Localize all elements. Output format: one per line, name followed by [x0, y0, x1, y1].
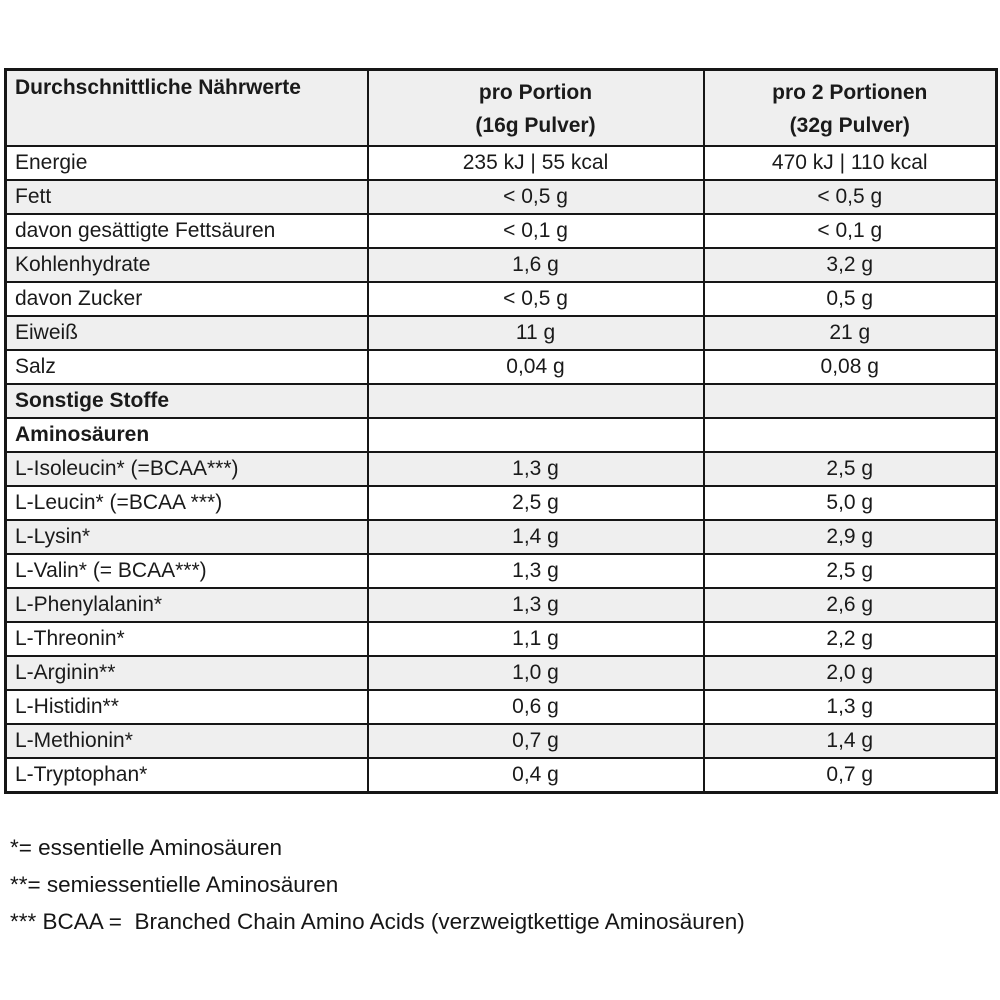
value-per-2-portions-cell: < 0,1 g [704, 214, 997, 248]
nutrient-name-cell: L-Threonin* [6, 622, 368, 656]
nutrient-name-cell: L-Valin* (= BCAA***) [6, 554, 368, 588]
table-row [6, 146, 997, 180]
section-row-sonstige-stoffe [6, 384, 997, 418]
value-per-portion-cell: 1,3 g [368, 452, 704, 486]
value-per-2-portions-cell: 5,0 g [704, 486, 997, 520]
section-title-cell: Sonstige Stoffe [6, 384, 368, 418]
section-title-cell: Aminosäuren [6, 418, 368, 452]
value-per-portion-cell: 0,04 g [368, 350, 704, 384]
table-row [6, 452, 997, 486]
table-row [6, 282, 997, 316]
value-per-portion-cell: 0,7 g [368, 724, 704, 758]
footnote-bcaa: *** BCAA = Branched Chain Amino Acids (verzweigtkettige Aminosäuren) [10, 909, 745, 934]
footnotes [10, 829, 990, 940]
nutrient-name-cell: L-Methionin* [6, 724, 368, 758]
header-per-portion-line1: pro Portion [478, 81, 593, 104]
nutrient-name-cell: davon Zucker [6, 282, 368, 316]
value-per-2-portions-cell: 2,6 g [704, 588, 997, 622]
value-per-portion-cell: 1,3 g [368, 554, 704, 588]
table-row [6, 656, 997, 690]
table-header-row [6, 70, 997, 147]
table-row [6, 554, 997, 588]
value-per-portion-cell [368, 418, 704, 452]
nutrient-name-cell: L-Leucin* (=BCAA ***) [6, 486, 368, 520]
table-row [6, 214, 997, 248]
table-row [6, 350, 997, 384]
value-per-2-portions-cell: 2,5 g [704, 452, 997, 486]
value-per-2-portions-cell: 1,3 g [704, 690, 997, 724]
value-per-2-portions-cell: 470 kJ | 110 kcal [704, 146, 997, 180]
value-per-2-portions-cell: 2,5 g [704, 554, 997, 588]
table-row [6, 758, 997, 793]
header-per-2-portions-line1: pro 2 Portionen [772, 81, 928, 104]
nutrient-name-cell: L-Histidin** [6, 690, 368, 724]
value-per-portion-cell: 1,0 g [368, 656, 704, 690]
nutrient-name-cell: L-Phenylalanin* [6, 588, 368, 622]
value-per-portion-cell: 0,6 g [368, 690, 704, 724]
value-per-portion-cell: < 0,1 g [368, 214, 704, 248]
table-row [6, 520, 997, 554]
table-row [6, 180, 997, 214]
value-per-2-portions-cell: < 0,5 g [704, 180, 997, 214]
value-per-portion-cell: 1,1 g [368, 622, 704, 656]
nutrient-name-cell: Kohlenhydrate [6, 248, 368, 282]
value-per-2-portions-cell: 2,2 g [704, 622, 997, 656]
value-per-2-portions-cell: 21 g [704, 316, 997, 350]
header-per-portion-line2: (16g Pulver) [475, 114, 596, 137]
value-per-portion-cell: < 0,5 g [368, 180, 704, 214]
header-per-2-portions-line2: (32g Pulver) [789, 114, 910, 137]
table-row [6, 690, 997, 724]
table-row [6, 724, 997, 758]
value-per-portion-cell: 2,5 g [368, 486, 704, 520]
value-per-portion-cell: 0,4 g [368, 758, 704, 793]
nutrition-table-container [4, 68, 995, 794]
value-per-portion-cell [368, 384, 704, 418]
value-per-portion-cell: < 0,5 g [368, 282, 704, 316]
value-per-2-portions-cell [704, 418, 997, 452]
value-per-2-portions-cell: 2,9 g [704, 520, 997, 554]
nutrient-name-cell: Salz [6, 350, 368, 384]
nutrient-name-cell: Eiweiß [6, 316, 368, 350]
section-row-aminosaeuren [6, 418, 997, 452]
nutrient-name-cell: L-Tryptophan* [6, 758, 368, 793]
value-per-portion-cell: 1,6 g [368, 248, 704, 282]
nutrition-table [4, 68, 998, 794]
table-row [6, 486, 997, 520]
value-per-portion-cell: 235 kJ | 55 kcal [368, 146, 704, 180]
value-per-2-portions-cell: 0,08 g [704, 350, 997, 384]
footnote-semiessential: **= semiessentielle Aminosäuren [10, 872, 339, 897]
value-per-2-portions-cell: 2,0 g [704, 656, 997, 690]
value-per-portion-cell: 1,3 g [368, 588, 704, 622]
value-per-2-portions-cell: 0,7 g [704, 758, 997, 793]
value-per-portion-cell: 1,4 g [368, 520, 704, 554]
nutrient-name-cell: L-Lysin* [6, 520, 368, 554]
header-nutrients-label: Durchschnittliche Nährwerte [6, 70, 368, 147]
value-per-2-portions-cell: 3,2 g [704, 248, 997, 282]
table-row [6, 588, 997, 622]
nutrient-name-cell: davon gesättigte Fettsäuren [6, 214, 368, 248]
value-per-portion-cell: 11 g [368, 316, 704, 350]
header-per-2-portions [704, 70, 997, 147]
nutrient-name-cell: L-Arginin** [6, 656, 368, 690]
value-per-2-portions-cell: 1,4 g [704, 724, 997, 758]
value-per-2-portions-cell: 0,5 g [704, 282, 997, 316]
table-row [6, 316, 997, 350]
nutrient-name-cell: Fett [6, 180, 368, 214]
value-per-2-portions-cell [704, 384, 997, 418]
nutrient-name-cell: L-Isoleucin* (=BCAA***) [6, 452, 368, 486]
table-row [6, 248, 997, 282]
table-row [6, 622, 997, 656]
nutrient-name-cell: Energie [6, 146, 368, 180]
header-per-portion [368, 70, 704, 147]
footnote-essential: *= essentielle Aminosäuren [10, 835, 283, 860]
